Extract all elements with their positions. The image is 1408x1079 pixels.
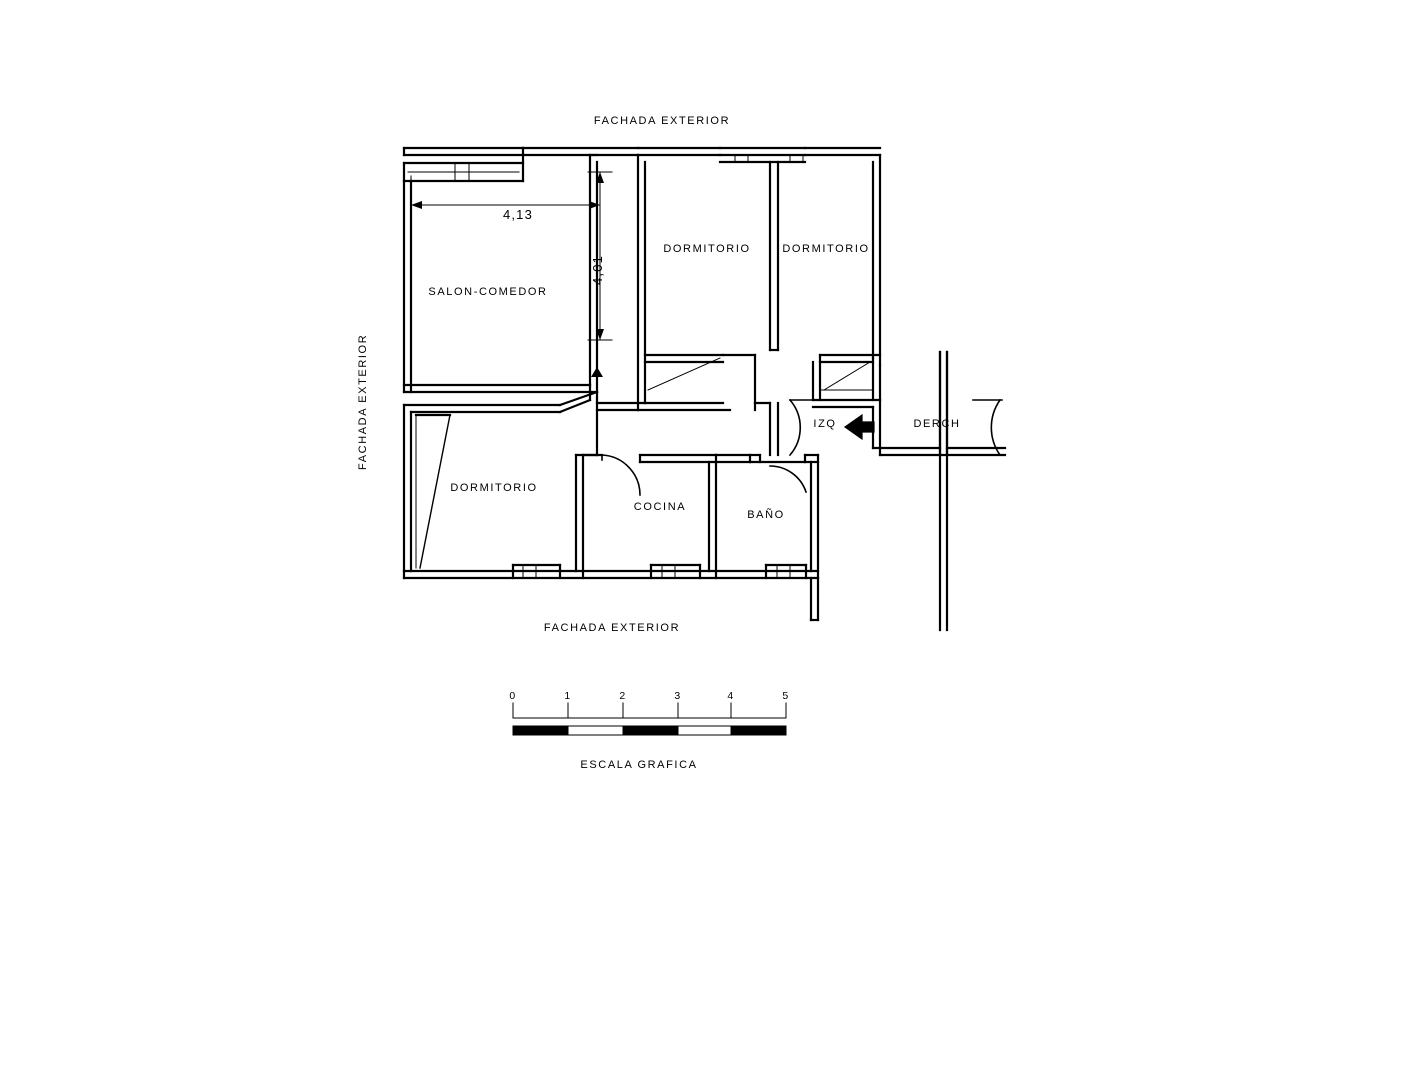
scale-tick-4: 4 <box>727 690 735 702</box>
entrance-label-izq: IZQ <box>813 418 837 430</box>
facade-label-bottom: FACHADA EXTERIOR <box>543 622 681 634</box>
scale-tick-1: 1 <box>564 690 572 702</box>
scale-tick-5: 5 <box>782 690 790 702</box>
room-label-bano: BAÑO <box>747 509 785 521</box>
facade-label-top: FACHADA EXTERIOR <box>593 115 731 127</box>
dimension-height-salon: 4,01 <box>590 254 605 285</box>
room-label-cocina: COCINA <box>633 501 687 513</box>
room-label-dormitorio-2: DORMITORIO <box>782 243 870 255</box>
dimension-width-salon: 4,13 <box>502 207 534 222</box>
room-label-dormitorio-3: DORMITORIO <box>450 482 538 494</box>
facade-label-left: FACHADA EXTERIOR <box>357 333 369 470</box>
room-label-salon: SALON-COMEDOR <box>428 286 548 298</box>
scale-bar-caption: ESCALA GRAFICA <box>580 759 698 771</box>
entrance-label-derch: DERCH <box>913 418 961 430</box>
scale-tick-3: 3 <box>674 690 682 702</box>
room-label-dormitorio-1: DORMITORIO <box>663 243 751 255</box>
scale-tick-0: 0 <box>509 690 517 702</box>
scale-tick-2: 2 <box>619 690 627 702</box>
